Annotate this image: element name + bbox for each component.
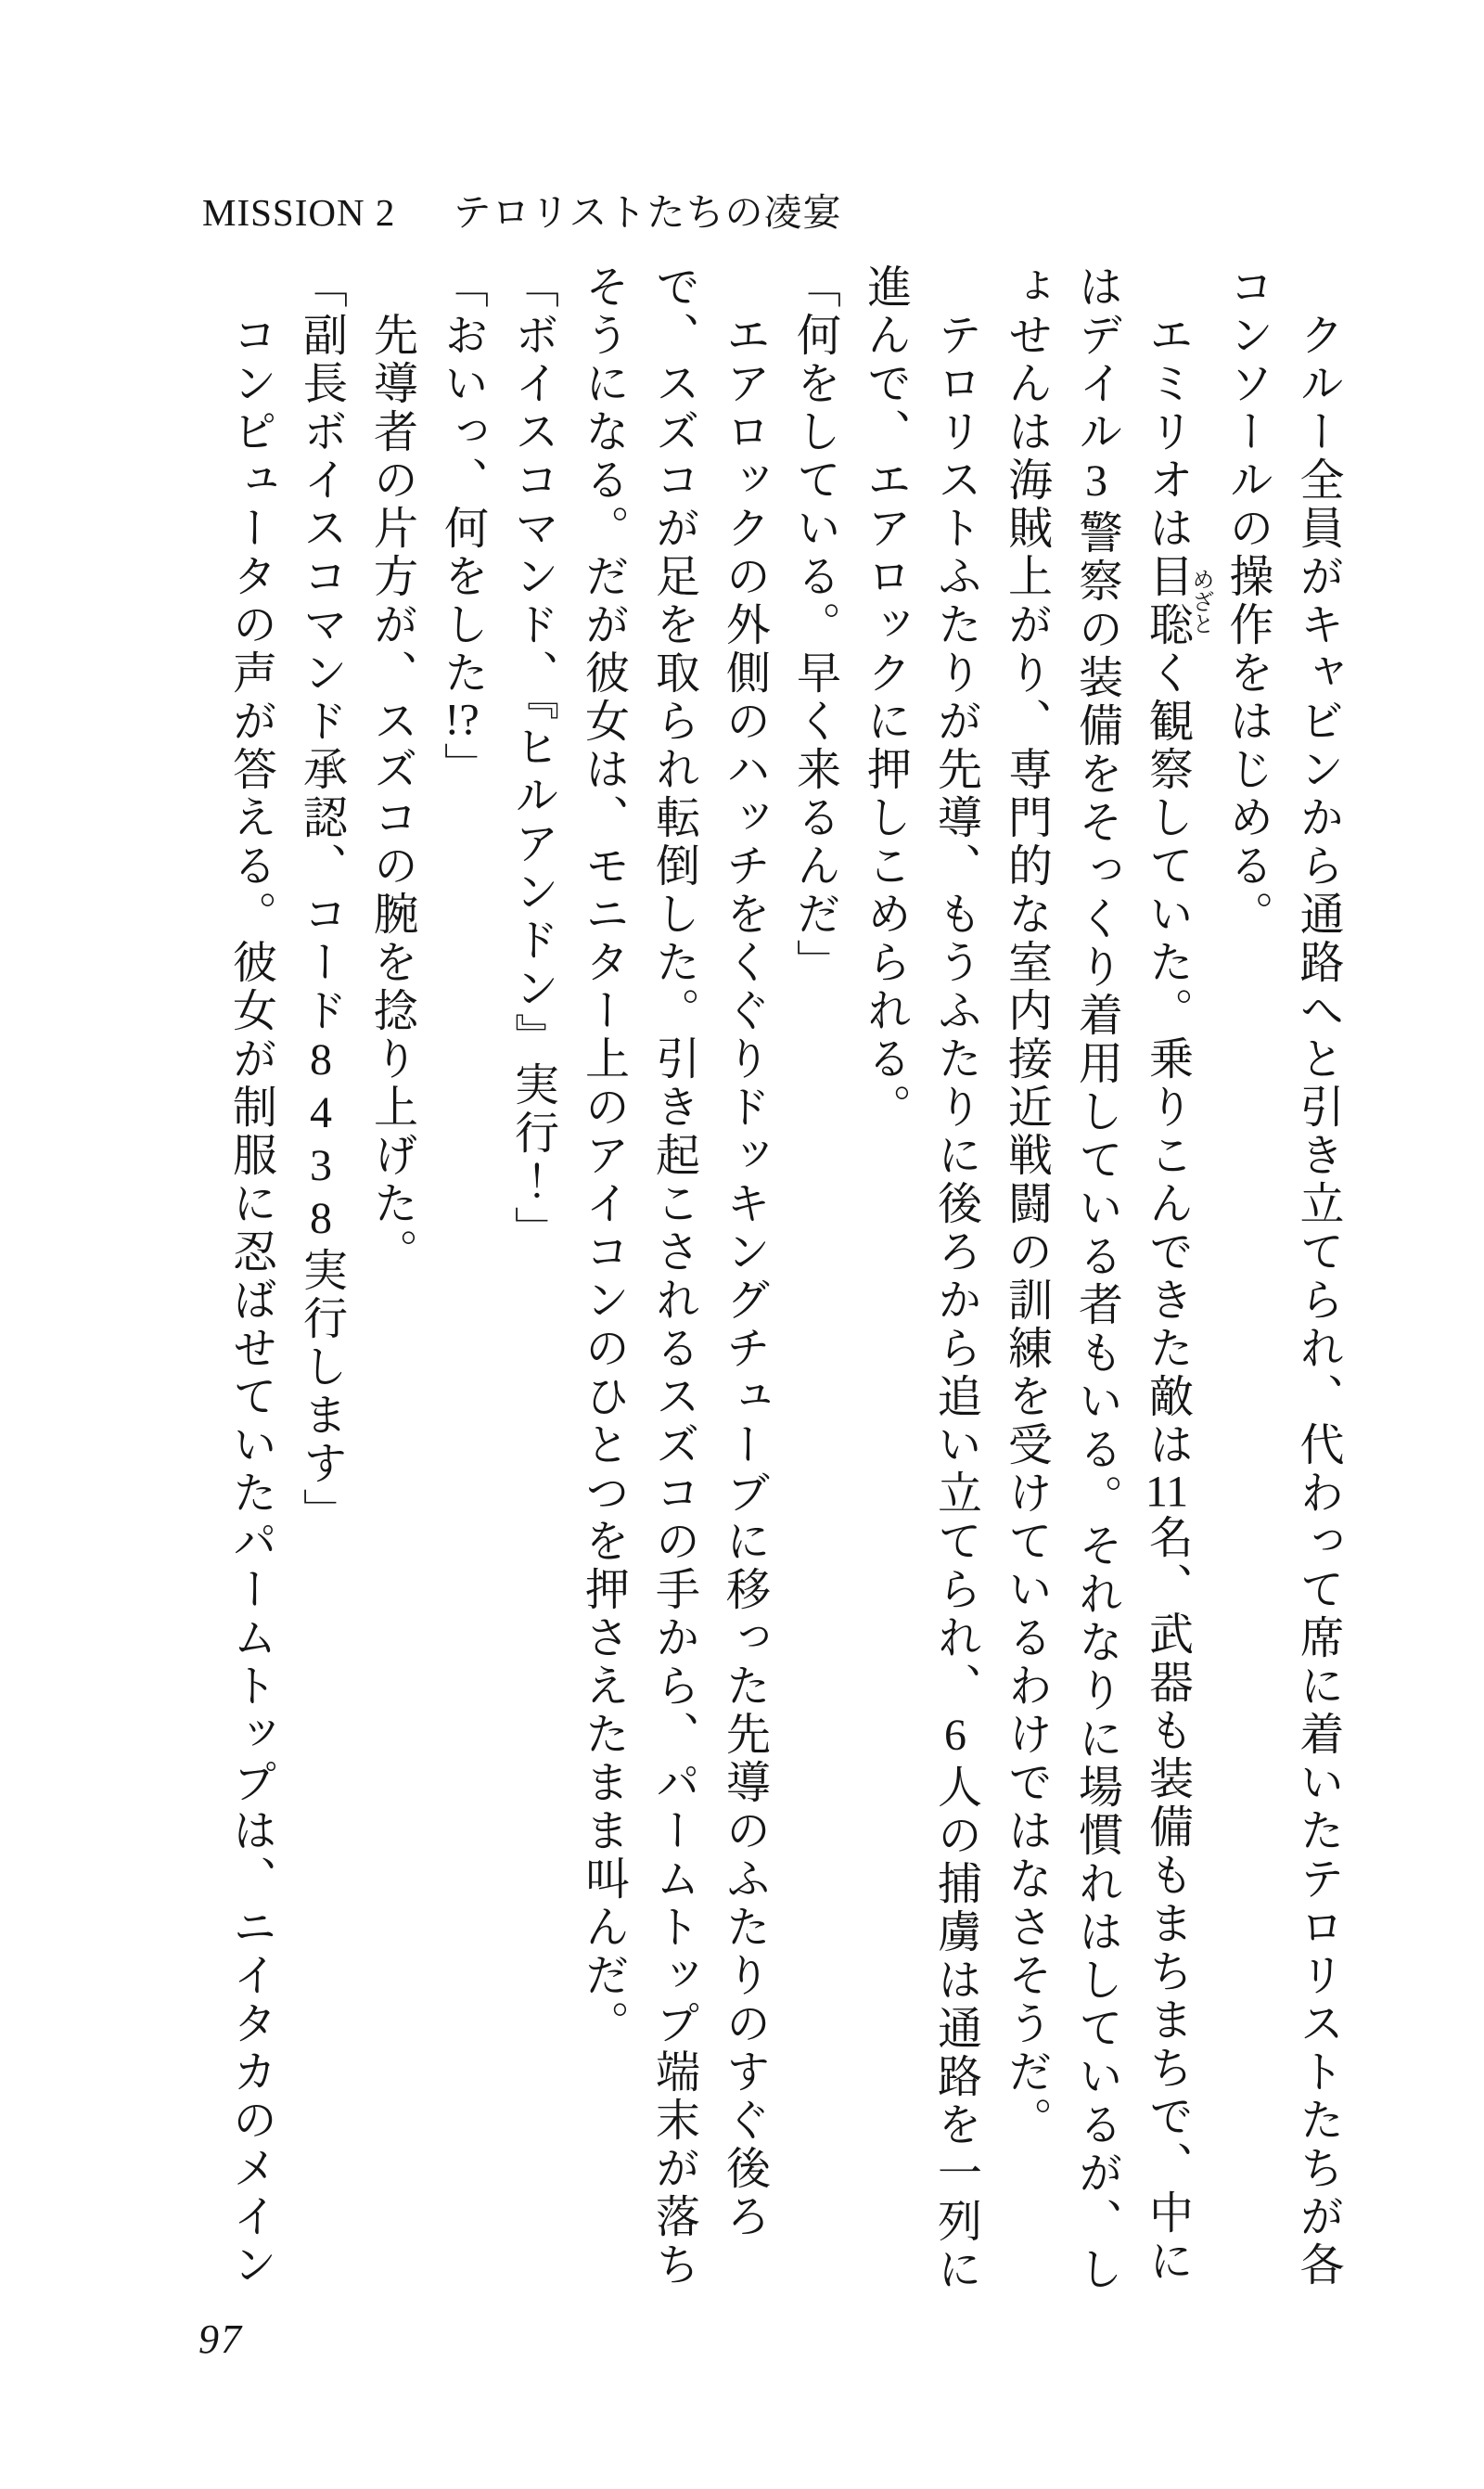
text-run: 11 bbox=[1145, 1469, 1189, 1514]
paragraph bbox=[427, 263, 497, 2304]
text-run: クルー全員がキャビンから通路へと引き立てられ、代わって席に着いたテロリストたちが各コンソールの操作をはじめる。 bbox=[1222, 263, 1342, 2290]
paragraph bbox=[991, 263, 1212, 2304]
ruby-text bbox=[1142, 553, 1212, 649]
text-run: 「おいっ、何をした bbox=[437, 263, 487, 698]
paragraph bbox=[356, 263, 427, 2304]
text-run: !? bbox=[444, 698, 480, 742]
paragraph bbox=[850, 263, 991, 2304]
text-run: 「何をしている。早く来るんだ」 bbox=[789, 263, 839, 987]
chapter-header bbox=[202, 182, 842, 237]
text-run: 「副長ボイスコマンド承認、コード bbox=[296, 263, 346, 1035]
text-run: テロリストふたりが先導、もうふたりに後ろから追い立てられ、 bbox=[930, 312, 980, 1711]
text-run: 8438 bbox=[296, 1035, 346, 1247]
novel-text bbox=[215, 263, 1353, 2304]
chapter-title: テロリストたちの凌宴 bbox=[453, 191, 842, 234]
mission-label: MISSION 2 bbox=[202, 191, 396, 234]
ruby-annotation: めざと bbox=[1188, 553, 1212, 649]
text-run: 人の捕虜は通路を一列に進んで、エアロックに押しこめられる。 bbox=[860, 263, 980, 2294]
paragraph bbox=[568, 263, 779, 2304]
text-run: コンピュータの声が答える。彼女が制服に忍ばせていたパームトップは、ニイタカのメイン bbox=[225, 312, 275, 2290]
paragraph bbox=[215, 263, 286, 2304]
text-run: 名、武器も装備もまちまちで、中にはデイル bbox=[1071, 263, 1192, 2286]
text-run: 警察の装備をそっくり着用している者もいる。それなりに場慣れはしているが、しょせんは海賊上がり、専門的な室内接近戦闘の訓練を受けているわけではなさそうだ。 bbox=[1001, 263, 1121, 2294]
ruby-base: 目聡 bbox=[1142, 553, 1192, 649]
text-run: 3 bbox=[1071, 456, 1121, 509]
text-run: エアロックの外側のハッチをくぐりドッキングチューブに移った先導のふたりのすぐ後ろで、スズコが足を取られ転倒した。引き起こされるスズコの手から、パームトップ端末が落ちそうになる。だが彼女は、モニター上のアイコンのひとつを押さえたまま叫んだ。 bbox=[578, 263, 769, 2290]
paragraph bbox=[779, 263, 850, 2304]
text-run: く観察していた。乗りこんできた敵は bbox=[1142, 649, 1192, 1469]
paragraph bbox=[497, 263, 568, 2304]
text-run: エミリオは bbox=[1142, 312, 1192, 553]
paragraph bbox=[286, 263, 356, 2304]
text-run: 実行します」 bbox=[296, 1247, 346, 1536]
text-run: 」 bbox=[437, 742, 487, 790]
text-run: 先導者の片方が、スズコの腕を捻り上げた。 bbox=[366, 312, 416, 1277]
page-number: 97 bbox=[198, 2316, 243, 2362]
text-run: 「ボイスコマンド、『ヒルアンドン』実行！」 bbox=[507, 263, 557, 1254]
text-run: 6 bbox=[930, 1711, 980, 1764]
paragraph bbox=[1211, 263, 1352, 2304]
